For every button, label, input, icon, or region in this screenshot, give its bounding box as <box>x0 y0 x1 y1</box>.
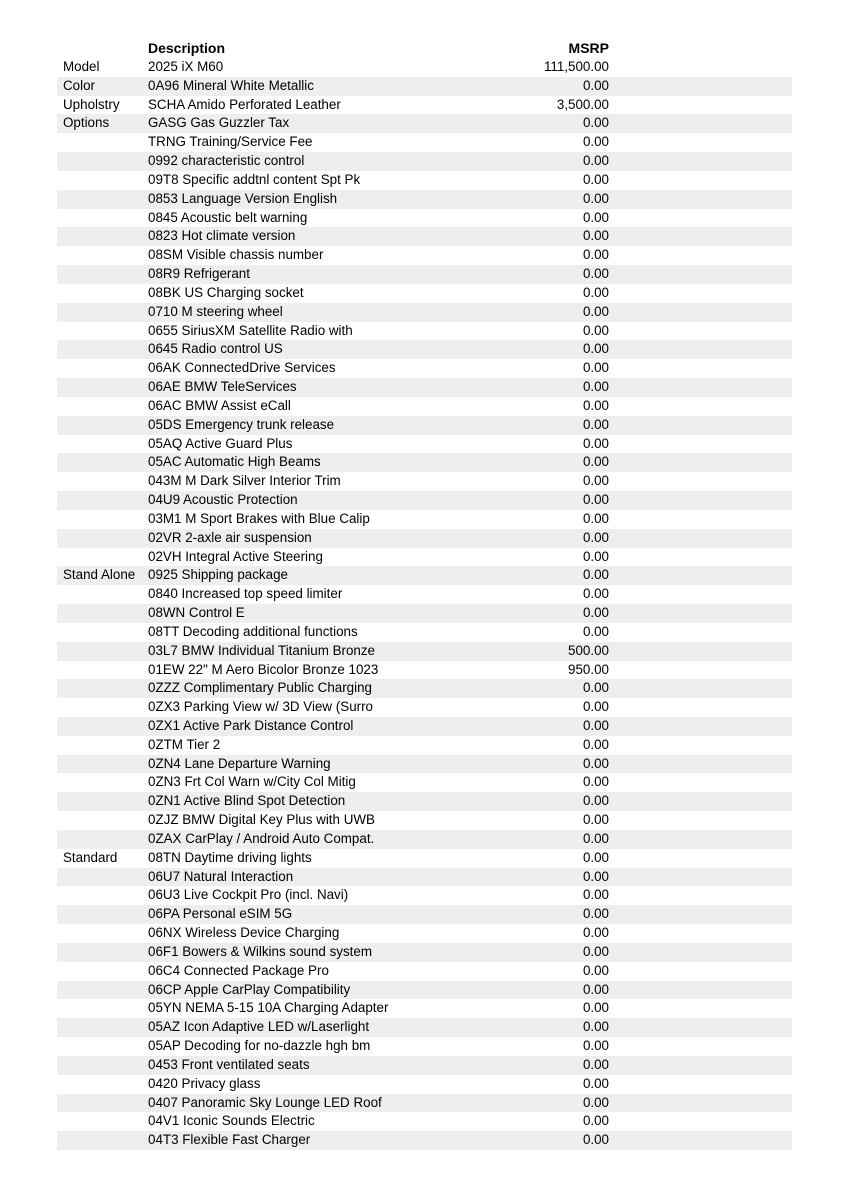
table-row <box>57 830 792 849</box>
row-msrp: 0.00 <box>582 284 609 300</box>
table-row <box>57 322 792 341</box>
row-msrp: 0.00 <box>582 906 609 922</box>
table-row <box>57 999 792 1018</box>
row-label: Stand Alone <box>63 567 136 583</box>
row-description: 06CP Apple CarPlay Compatibility <box>148 981 351 997</box>
table-row <box>57 981 792 1000</box>
row-description: 0645 Radio control US <box>148 341 283 357</box>
row-msrp: 0.00 <box>582 341 609 357</box>
row-msrp: 0.00 <box>582 830 609 846</box>
row-description: 08WN Control E <box>148 605 245 621</box>
table-row <box>57 435 792 454</box>
row-description: 0453 Front ventilated seats <box>148 1056 310 1072</box>
row-msrp: 0.00 <box>582 943 609 959</box>
row-msrp: 0.00 <box>582 397 609 413</box>
row-label: Standard <box>63 849 118 865</box>
msrp-column-header: MSRP <box>568 40 609 56</box>
row-description: 06PA Personal eSIM 5G <box>148 906 293 922</box>
row-description: 06AE BMW TeleServices <box>148 379 297 395</box>
row-description: SCHA Amido Perforated Leather <box>148 96 341 112</box>
row-msrp: 0.00 <box>582 303 609 319</box>
row-description: 08TT Decoding additional functions <box>148 623 358 639</box>
row-description: 0ZN1 Active Blind Spot Detection <box>148 793 346 809</box>
table-row <box>57 340 792 359</box>
table-row <box>57 548 792 567</box>
row-msrp: 0.00 <box>582 774 609 790</box>
row-description: 0420 Privacy glass <box>148 1075 261 1091</box>
row-description: 0ZZZ Complimentary Public Charging <box>148 680 372 696</box>
table-row <box>57 472 792 491</box>
row-description: 06NX Wireless Device Charging <box>148 925 340 941</box>
table-row <box>57 491 792 510</box>
row-description: 0840 Increased top speed limiter <box>148 586 343 602</box>
row-description: 0ZN3 Frt Col Warn w/City Col Mitig <box>148 774 356 790</box>
row-description: 0ZX1 Active Park Distance Control <box>148 717 354 733</box>
table-row <box>57 209 792 228</box>
table-row <box>57 736 792 755</box>
row-description: 05DS Emergency trunk release <box>148 416 335 432</box>
row-description: 08R9 Refrigerant <box>148 266 250 282</box>
row-msrp: 0.00 <box>582 699 609 715</box>
row-msrp: 0.00 <box>582 190 609 206</box>
row-description: 06C4 Connected Package Pro <box>148 962 329 978</box>
row-msrp: 0.00 <box>582 209 609 225</box>
row-msrp: 0.00 <box>582 1000 609 1016</box>
row-description: 04V1 Iconic Sounds Electric <box>148 1113 315 1129</box>
table-row <box>57 755 792 774</box>
row-msrp: 0.00 <box>582 605 609 621</box>
row-description: 06AK ConnectedDrive Services <box>148 360 336 376</box>
row-description: 05AP Decoding for no-dazzle hgh bm <box>148 1038 371 1054</box>
row-msrp: 0.00 <box>582 868 609 884</box>
row-description: 02VR 2-axle air suspension <box>148 529 312 545</box>
table-row <box>57 114 792 133</box>
table-row <box>57 77 792 96</box>
table-header <box>57 38 792 58</box>
row-msrp: 0.00 <box>582 1038 609 1054</box>
table-row <box>57 1037 792 1056</box>
row-description: TRNG Training/Service Fee <box>148 134 313 150</box>
table-row <box>57 962 792 981</box>
row-description: 03L7 BMW Individual Titanium Bronze <box>148 642 376 658</box>
table-row <box>57 566 792 585</box>
table-row <box>57 886 792 905</box>
row-msrp: 0.00 <box>582 812 609 828</box>
table-row <box>57 661 792 680</box>
table-row <box>57 849 792 868</box>
row-description: 08BK US Charging socket <box>148 284 304 300</box>
table-row <box>57 529 792 548</box>
row-description: 0A96 Mineral White Metallic <box>148 77 314 93</box>
description-column-header: Description <box>148 40 226 56</box>
row-msrp: 3,500.00 <box>556 96 609 112</box>
row-description: 0823 Hot climate version <box>148 228 296 244</box>
table-row <box>57 397 792 416</box>
table-row <box>57 924 792 943</box>
table-row <box>57 227 792 246</box>
table-row <box>57 792 792 811</box>
row-label: Options <box>63 115 110 131</box>
table-row <box>57 58 792 77</box>
table-row <box>57 943 792 962</box>
row-description: 0ZAX CarPlay / Android Auto Compat. <box>148 830 375 846</box>
table-row <box>57 698 792 717</box>
row-description: 05AQ Active Guard Plus <box>148 435 293 451</box>
row-description: 0853 Language Version English <box>148 190 338 206</box>
row-msrp: 0.00 <box>582 322 609 338</box>
row-msrp: 0.00 <box>582 134 609 150</box>
table-row <box>57 303 792 322</box>
table-row <box>57 152 792 171</box>
row-msrp: 0.00 <box>582 586 609 602</box>
row-msrp: 0.00 <box>582 153 609 169</box>
row-msrp: 0.00 <box>582 115 609 131</box>
table-row <box>57 717 792 736</box>
row-msrp: 0.00 <box>582 228 609 244</box>
table-row <box>57 905 792 924</box>
row-description: 05AC Automatic High Beams <box>148 454 321 470</box>
row-msrp: 0.00 <box>582 510 609 526</box>
row-msrp: 0.00 <box>582 1132 609 1148</box>
row-msrp: 0.00 <box>582 755 609 771</box>
table-row <box>57 1094 792 1113</box>
table-body <box>57 58 792 1150</box>
row-msrp: 0.00 <box>582 360 609 376</box>
table-row <box>57 679 792 698</box>
row-msrp: 0.00 <box>582 171 609 187</box>
price-sheet <box>57 38 792 1150</box>
row-msrp: 0.00 <box>582 849 609 865</box>
row-msrp: 0.00 <box>582 736 609 752</box>
row-msrp: 950.00 <box>568 661 609 677</box>
row-label: Model <box>63 59 100 74</box>
row-msrp: 0.00 <box>582 266 609 282</box>
row-msrp: 0.00 <box>582 454 609 470</box>
table-row <box>57 1075 792 1094</box>
row-msrp: 0.00 <box>582 548 609 564</box>
row-msrp: 0.00 <box>582 473 609 489</box>
row-description: 043M M Dark Silver Interior Trim <box>148 473 341 489</box>
row-msrp: 0.00 <box>582 1019 609 1035</box>
row-msrp: 0.00 <box>582 77 609 93</box>
table-row <box>57 246 792 265</box>
row-description: 06AC BMW Assist eCall <box>148 397 291 413</box>
row-msrp: 0.00 <box>582 1113 609 1129</box>
row-description: 0ZTM Tier 2 <box>148 736 221 752</box>
row-msrp: 0.00 <box>582 1094 609 1110</box>
row-msrp: 500.00 <box>568 642 609 658</box>
row-msrp: 0.00 <box>582 567 609 583</box>
table-row <box>57 265 792 284</box>
row-msrp: 0.00 <box>582 717 609 733</box>
table-row <box>57 510 792 529</box>
table-row <box>57 416 792 435</box>
row-description: 0925 Shipping package <box>148 567 288 583</box>
row-description: 04T3 Flexible Fast Charger <box>148 1132 311 1148</box>
table-row <box>57 378 792 397</box>
table-row <box>57 585 792 604</box>
table-row <box>57 1056 792 1075</box>
table-row <box>57 1131 792 1150</box>
row-description: 2025 iX M60 <box>148 59 224 74</box>
table-row <box>57 1018 792 1037</box>
row-label: Upholstry <box>63 96 120 112</box>
row-description: 0ZJZ BMW Digital Key Plus with UWB <box>148 812 375 828</box>
table-row <box>57 133 792 152</box>
row-msrp: 0.00 <box>582 887 609 903</box>
table-row <box>57 623 792 642</box>
table-row <box>57 284 792 303</box>
row-msrp: 0.00 <box>582 793 609 809</box>
row-msrp: 0.00 <box>582 379 609 395</box>
row-description: 06U7 Natural Interaction <box>148 868 294 884</box>
row-description: 0655 SiriusXM Satellite Radio with <box>148 322 353 338</box>
row-description: 08TN Daytime driving lights <box>148 849 312 865</box>
row-description: 05AZ Icon Adaptive LED w/Laserlight <box>148 1019 370 1035</box>
row-msrp: 0.00 <box>582 529 609 545</box>
row-description: 0710 M steering wheel <box>148 303 283 319</box>
row-description: 04U9 Acoustic Protection <box>148 492 298 508</box>
table-row <box>57 171 792 190</box>
row-msrp: 0.00 <box>582 981 609 997</box>
row-msrp: 0.00 <box>582 492 609 508</box>
row-description: 02VH Integral Active Steering <box>148 548 323 564</box>
row-description: 01EW 22" M Aero Bicolor Bronze 1023 <box>148 661 379 677</box>
row-msrp: 0.00 <box>582 962 609 978</box>
row-msrp: 0.00 <box>582 1056 609 1072</box>
table-row <box>57 96 792 115</box>
row-msrp: 0.00 <box>582 925 609 941</box>
table-row <box>57 1112 792 1131</box>
row-description: 0845 Acoustic belt warning <box>148 209 308 225</box>
row-description: 05YN NEMA 5-15 10A Charging Adapter <box>148 1000 389 1016</box>
row-label: Color <box>63 77 95 93</box>
row-msrp: 0.00 <box>582 435 609 451</box>
row-description: 06U3 Live Cockpit Pro (incl. Navi) <box>148 887 349 903</box>
row-description: 0ZN4 Lane Departure Warning <box>148 755 331 771</box>
row-description: 08SM Visible chassis number <box>148 247 324 263</box>
table-row <box>57 604 792 623</box>
table-row <box>57 453 792 472</box>
table-row <box>57 773 792 792</box>
row-description: 0ZX3 Parking View w/ 3D View (Surro <box>148 699 374 715</box>
row-msrp: 0.00 <box>582 247 609 263</box>
table-row <box>57 359 792 378</box>
row-description: 03M1 M Sport Brakes with Blue Calip <box>148 510 370 526</box>
table-row <box>57 811 792 830</box>
row-description: 0992 characteristic control <box>148 153 305 169</box>
table-row <box>57 190 792 209</box>
row-description: GASG Gas Guzzler Tax <box>148 115 290 131</box>
row-msrp: 0.00 <box>582 623 609 639</box>
row-description: 09T8 Specific addtnl content Spt Pk <box>148 171 361 187</box>
row-msrp: 0.00 <box>582 416 609 432</box>
row-msrp: 0.00 <box>582 1075 609 1091</box>
row-msrp: 111,500.00 <box>543 59 609 74</box>
row-msrp: 0.00 <box>582 680 609 696</box>
row-description: 0407 Panoramic Sky Lounge LED Roof <box>148 1094 382 1110</box>
table-row <box>57 642 792 661</box>
table-row <box>57 868 792 887</box>
row-description: 06F1 Bowers & Wilkins sound system <box>148 943 372 959</box>
